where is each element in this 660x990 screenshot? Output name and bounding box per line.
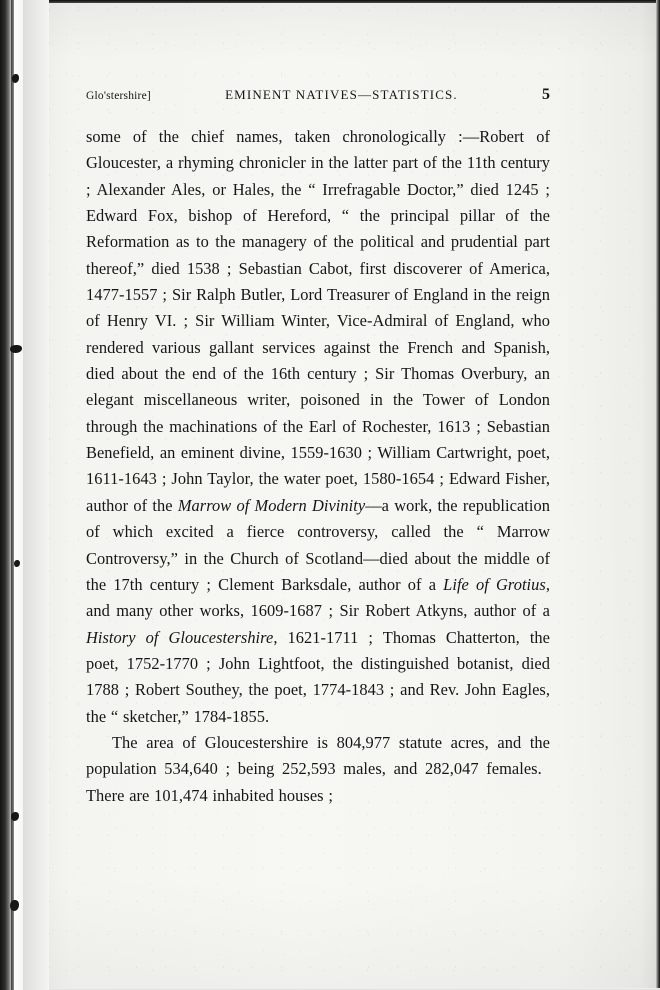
- page-number: 5: [542, 86, 550, 103]
- binding-shadow: [23, 0, 49, 990]
- running-head: [86, 86, 550, 108]
- italic-work-title: Life of Grotius: [443, 574, 546, 594]
- running-head-title: EMINENT NATIVES—STATISTICS.: [225, 87, 458, 102]
- book-binding-gutter: [0, 0, 11, 990]
- binding-highlight: [14, 0, 23, 990]
- body-paragraph-1: some of the chief names, taken chronologically :—Robert of Gloucester, a rhyming chronicler in the latter part of the 11th century ; Alexander Ales, or Hales, the “ Irrefragable Doctor,” died 1245 ; Edward Fox, bishop of Hereford, “ the principal pillar of the Reformation as to the managery of the political and prudential part thereof,” died 1538 ; Sebastian Cabot, first discoverer of America, 1477-1557 ; Sir Ralph Butler, Lord Treasurer of England in the reign of Henry VI. ; Sir William Winter, Vice-Admiral of England, who rendered various gallant services against the French and Spanish, died about the end of the 16th century ; Sir Thomas Overbury, an elegant miscellaneous writer, poisoned in the Tower of London through the machinations of the Earl of Rochester, 1613 ; Sebastian Benefield, an eminent divine, 1559-1630 ; William Cartwright, poet, 1611-1643 ; John Taylor, the water poet, 1580-1654 ; Edward Fisher, author of the Marrow of Modern Divinity—a work, the republication of which excited a fierce controversy, called the “ Marrow Controversy,” in the Church of Scotland—died about the middle of the 17th century ; Clement Barksdale, author of a Life of Grotius, and many other works, 1609-1687 ; Sir Robert Atkyns, author of a History of Gloucestershire, 1621-1711 ; Thomas Chatterton, the poet, 1752-1770 ; John Lightfoot, the distinguished botanist, died 1788 ; Robert Southey, the poet, 1774-1843 ; and Rev. John Eagles, the “ sketcher,” 1784-1855.: [86, 127, 550, 726]
- italic-work-title: Marrow of Modern Divinity: [177, 495, 366, 515]
- body-paragraph-2: The area of Gloucestershire is 804,977 statute acres, and the population 534,640 ; being 252,593 males, and 282,047 females. There are 101,474 inhabited houses ;: [86, 732, 550, 805]
- scan-top-edge: [0, 0, 660, 3]
- running-head-marginal-label: Glo'stershire]: [86, 90, 151, 102]
- page-content: [86, 86, 550, 809]
- scan-right-edge: [656, 0, 660, 990]
- italic-work-title: History of Gloucestershire: [86, 627, 274, 647]
